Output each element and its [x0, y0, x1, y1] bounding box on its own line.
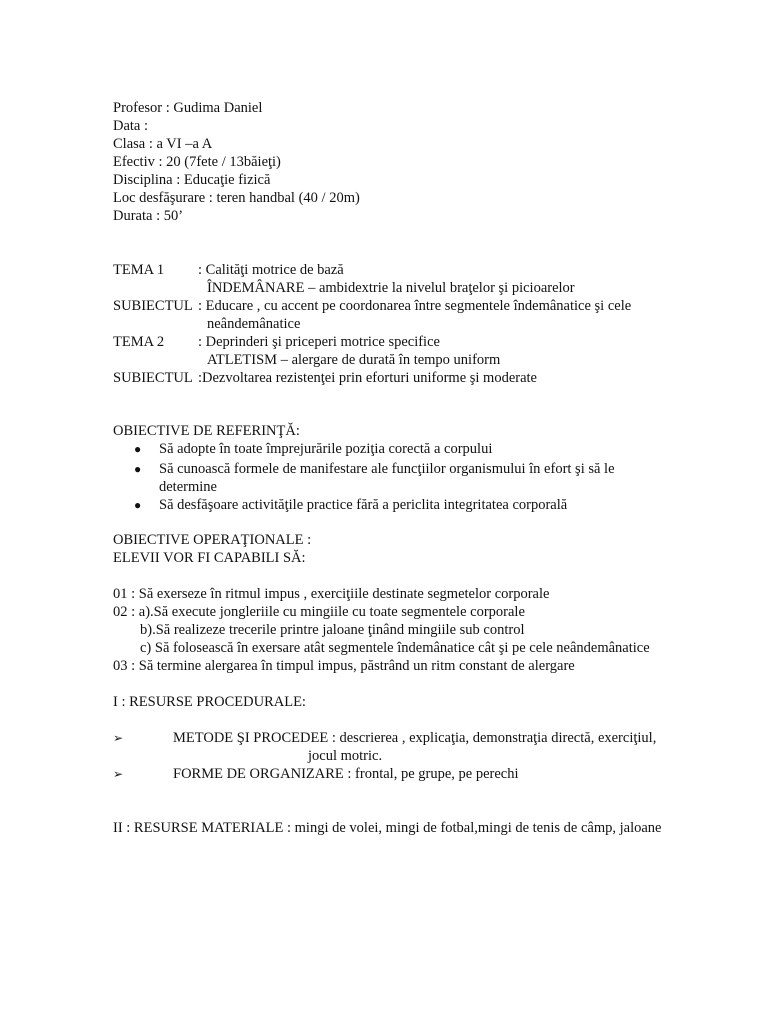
- arrow-bullet-icon: ➢: [113, 731, 124, 745]
- disciplina-line: Disciplina : Educaţie fizică: [113, 172, 271, 188]
- subiect1-continuation: neândemânatice: [207, 316, 301, 332]
- obiective-operationale-title: OBIECTIVE OPERAŢIONALE :: [113, 532, 312, 548]
- tema1-label: TEMA 1: [113, 262, 165, 278]
- loc-line: Loc desfăşurare : teren handbal (40 / 20m): [113, 190, 360, 206]
- referinta-item-continuation: determine: [159, 479, 217, 495]
- tema2-label: TEMA 2: [113, 334, 165, 350]
- bullet-icon: ●: [134, 498, 142, 512]
- objective-02c: c) Să folosească în exersare atât segmentele îndemânatice cât şi pe cele neândemânatice: [140, 640, 650, 656]
- metode-continuation: jocul motric.: [308, 748, 383, 764]
- data-line: Data :: [113, 118, 149, 134]
- tema1-text: : Calităţi motrice de bază: [198, 262, 344, 278]
- metode-line: METODE ŞI PROCEDEE : descrierea , explicaţia, demonstraţia directă, exerciţiul,: [173, 730, 657, 746]
- efectiv-line: Efectiv : 20 (7fete / 13băieţi): [113, 154, 281, 170]
- obiective-operationale-subtitle: ELEVII VOR FI CAPABILI SĂ:: [113, 550, 306, 566]
- referinta-item: Să cunoască formele de manifestare ale funcţiilor organismului în efort şi să le: [159, 461, 615, 477]
- subiect2-text: :Dezvoltarea rezistenţei prin eforturi uniforme şi moderate: [198, 370, 537, 386]
- referinta-item: Să desfăşoare activităţile practice fără a periclita integritatea corporală: [159, 497, 568, 513]
- subiect1-text: : Educare , cu accent pe coordonarea între segmentele îndemânatice şi cele: [198, 298, 632, 314]
- bullet-icon: ●: [134, 442, 142, 456]
- objective-03: 03 : Să termine alergarea în timpul impus, păstrând un ritm constant de alergare: [113, 658, 575, 674]
- referinta-item: Să adopte în toate împrejurările poziţia corectă a corpului: [159, 441, 493, 457]
- obiective-referinta-title: OBIECTIVE DE REFERINŢĂ:: [113, 423, 300, 439]
- subiect1-label: SUBIECTUL: [113, 298, 193, 314]
- tema2-text: : Deprinderi şi priceperi motrice specifice: [198, 334, 440, 350]
- objective-02b: b).Să realizeze trecerile printre jaloane ţinând mingiile sub control: [140, 622, 525, 638]
- subiect2-label: SUBIECTUL: [113, 370, 193, 386]
- objective-02a: 02 : a).Să execute jongleriile cu mingiile cu toate segmentele corporale: [113, 604, 525, 620]
- arrow-bullet-icon: ➢: [113, 767, 124, 781]
- tema2-subtext: ATLETISM – alergare de durată în tempo uniform: [207, 352, 501, 368]
- tema1-subtext: ÎNDEMÂNARE – ambidextrie la nivelul braţelor şi picioarelor: [207, 280, 575, 296]
- clasa-line: Clasa : a VI –a A: [113, 136, 213, 152]
- bullet-icon: ●: [134, 462, 142, 476]
- forme-line: FORME DE ORGANIZARE : frontal, pe grupe, pe perechi: [173, 766, 519, 782]
- profesor-line: Profesor : Gudima Daniel: [113, 100, 263, 116]
- objective-01: 01 : Să exerseze în ritmul impus , exerciţiile destinate segmetelor corporale: [113, 586, 550, 602]
- durata-line: Durata : 50’: [113, 208, 184, 224]
- resurse-procedurale-title: I : RESURSE PROCEDURALE:: [113, 694, 306, 710]
- resurse-materiale-line: II : RESURSE MATERIALE : mingi de volei, mingi de fotbal,mingi de tenis de câmp, jaloane: [113, 820, 662, 836]
